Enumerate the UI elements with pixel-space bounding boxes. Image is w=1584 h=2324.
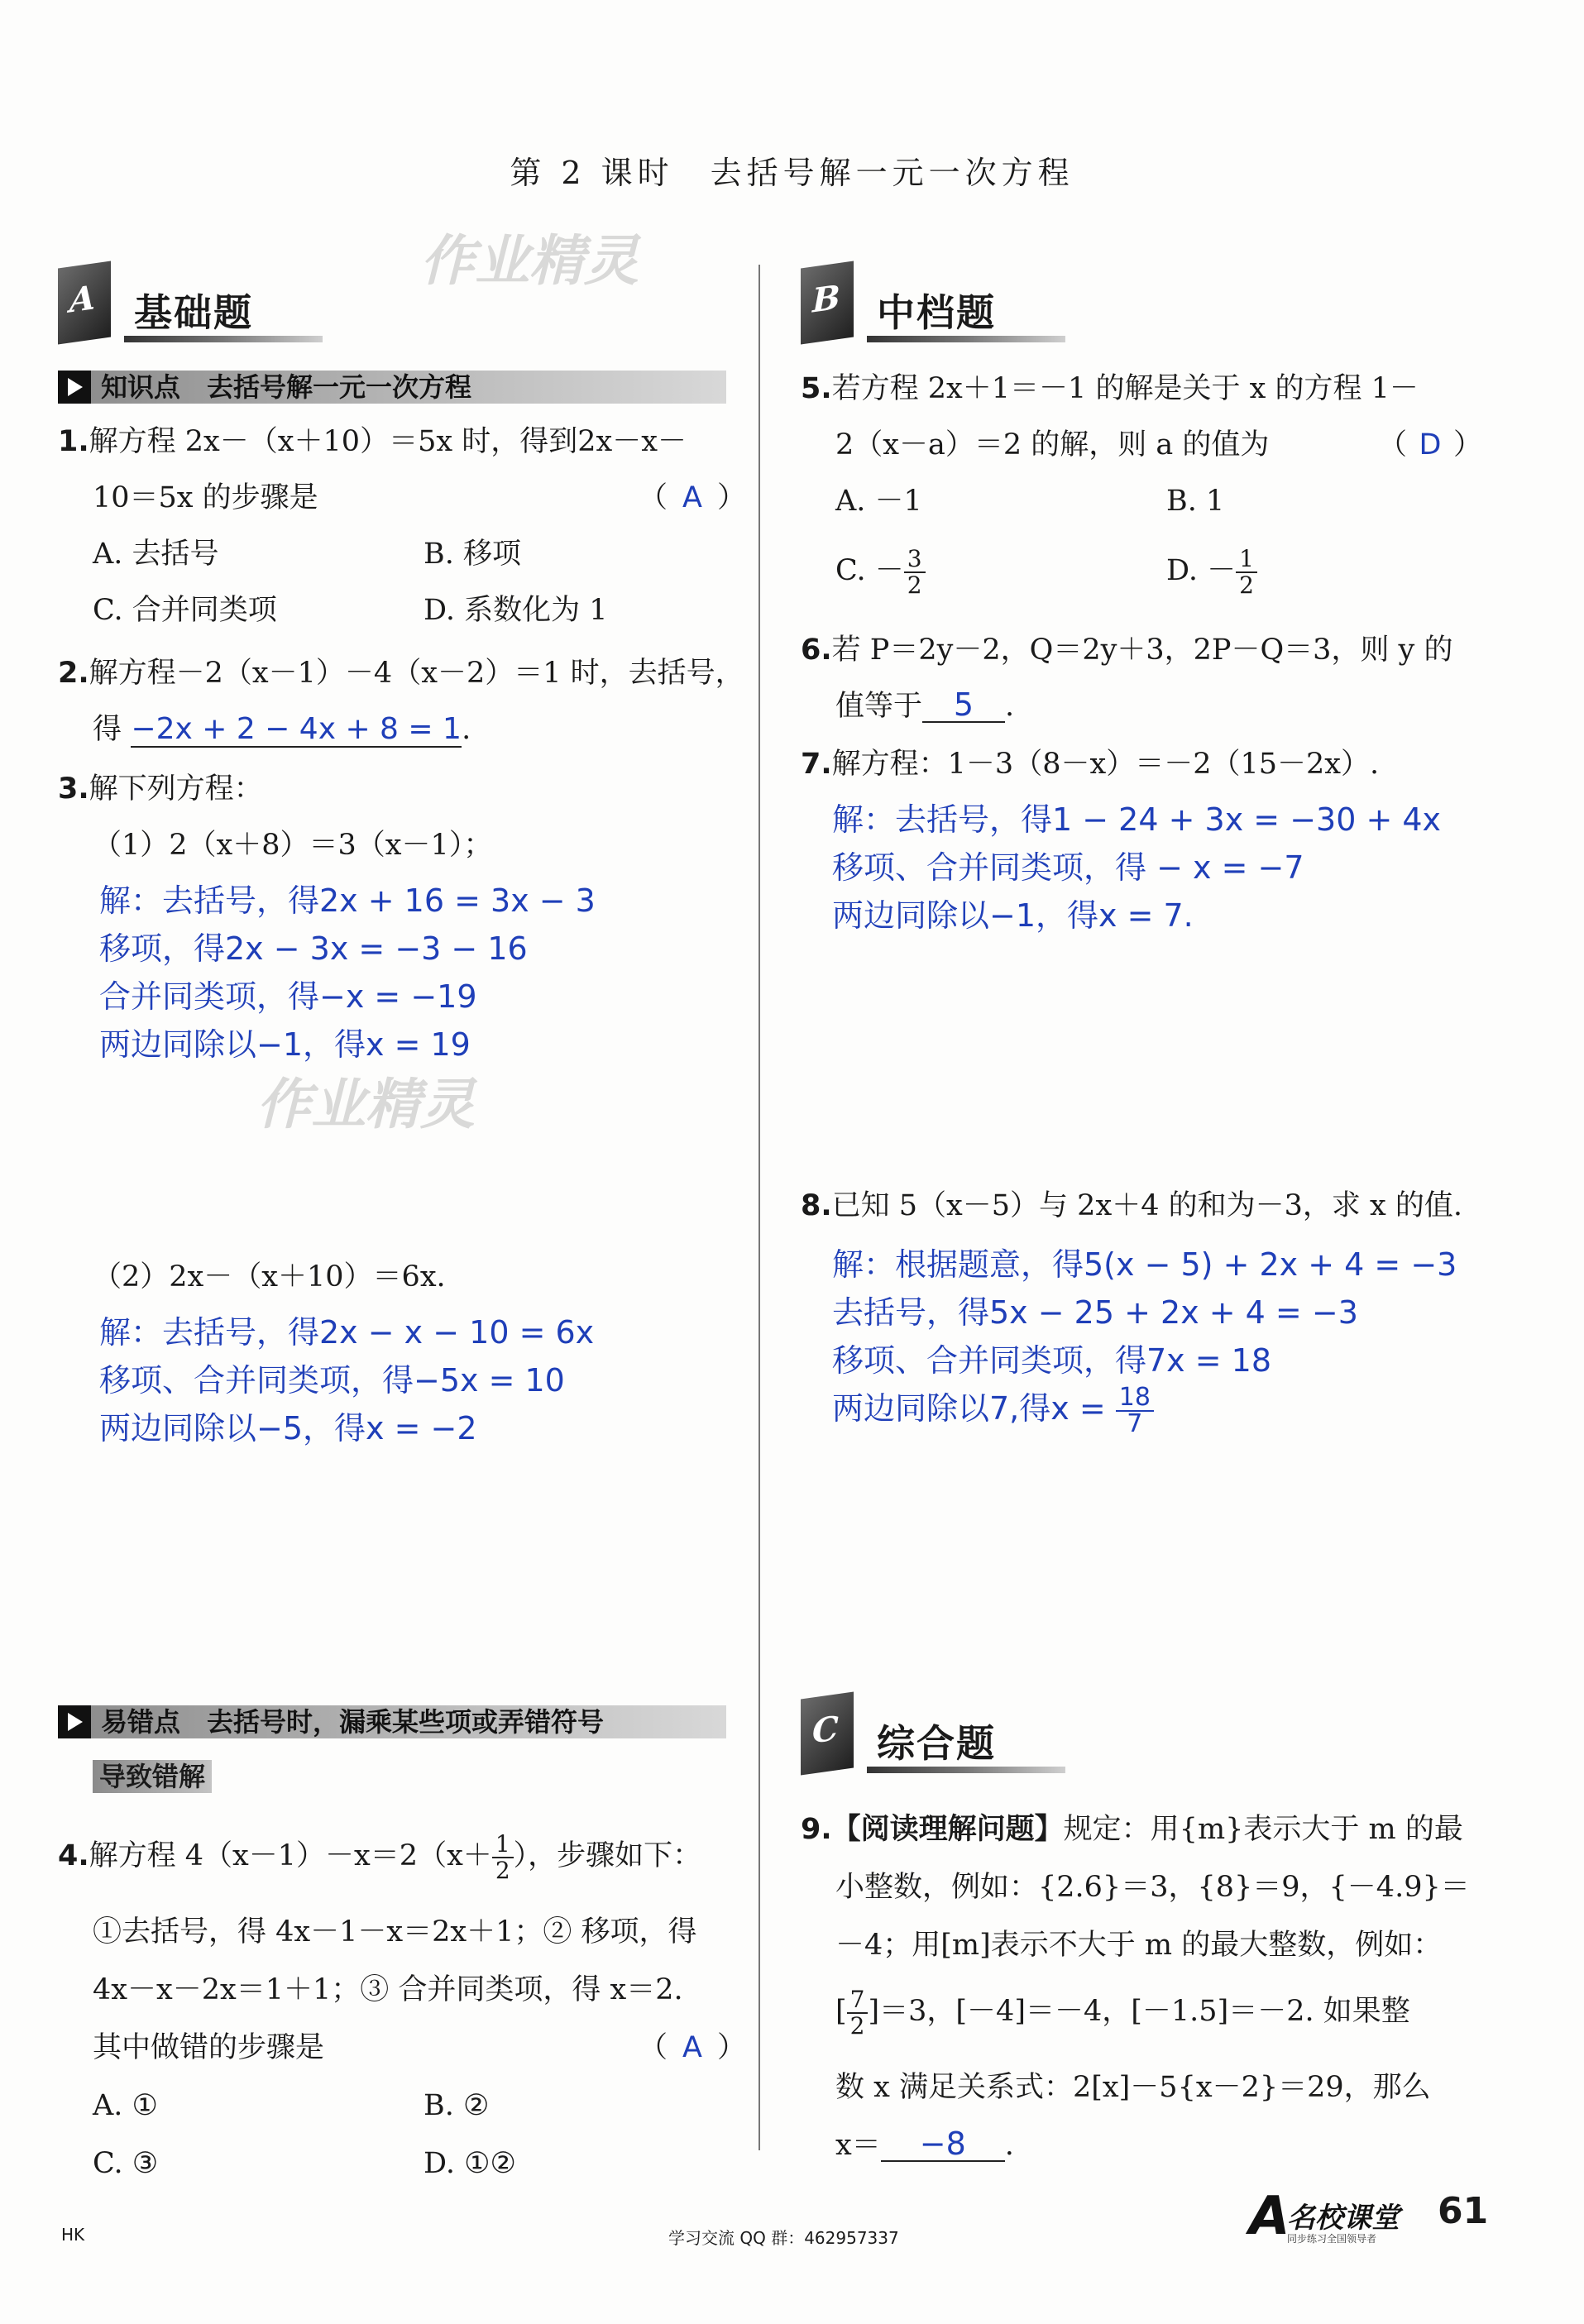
section-b-title: 中档题 xyxy=(877,290,996,335)
watermark: 作业精灵 xyxy=(420,229,639,293)
section-c-badge: C xyxy=(801,1692,854,1776)
answer-bracket: （ A ） xyxy=(639,470,746,526)
handwritten-solution: 解：去括号，得2x − x − 10 = 6x 移项、合并同类项，得−5x = 10 两边同除以−5，得x = −2 xyxy=(99,1314,595,1447)
play-icon xyxy=(58,371,91,404)
error-point-bar: 易错点 去括号时，漏乘某些项或弄错符号 xyxy=(58,1705,726,1738)
question-5: 5.若方程 2x＋1＝－1 的解是关于 x 的方程 1－ xyxy=(801,372,1419,405)
question-7: 7.解方程：1－3（8－x）＝－2（15－2x）. xyxy=(801,748,1380,781)
handwritten-solution: 解：去括号，得2x + 16 = 3x − 3 移项，得2x − 3x = −3 − 16 合并同类项，得−x = −19 两边同除以−1，得x = 19 xyxy=(99,882,596,1063)
question-4: 4.解方程 4（x－1）－x＝2（x＋ $\frac{1}{2}$ ），步骤如下： xyxy=(58,1829,702,1884)
error-point-bar-cont: 导致错解 xyxy=(93,1760,212,1793)
section-a-header xyxy=(58,265,339,356)
answer-choice: D xyxy=(1419,428,1442,461)
option: A. ① xyxy=(93,2089,158,2122)
question-9: 9.【阅读理解问题】规定：用{m}表示大于 m 的最 xyxy=(801,1813,1463,1846)
section-b-header xyxy=(801,265,1082,356)
page-title: 第 2 课时 去括号解一元一次方程 xyxy=(510,155,1074,191)
brand-logo: A 名校课堂 同步练习全国领导者 xyxy=(1249,2186,1400,2247)
section-a-title: 基础题 xyxy=(134,290,253,335)
option: A. －1 xyxy=(835,485,922,518)
question-3: 3.解下列方程： xyxy=(58,772,263,806)
option: D. ①② xyxy=(424,2147,516,2180)
handwritten-solution: 解：根据题意，得5(x − 5) + 2x + 4 = −3 去括号，得5x − 25 + 2x + 4 = −3 移项、合并同类项，得7x = 18 两边同除以7,得x = $\frac{18}{7}$ xyxy=(832,1246,1457,1438)
answer-bracket: （ D ） xyxy=(1378,417,1482,473)
fill-blank-answer: 5 xyxy=(922,688,1005,723)
column-divider xyxy=(759,265,760,2150)
knowledge-point-bar: 知识点 去括号解一元一次方程 xyxy=(58,371,726,404)
footer-edition: HK xyxy=(61,2225,85,2245)
answer-bracket: （ A ） xyxy=(639,2020,746,2076)
sub-question-2: （2）2x－（x＋10）＝6x. xyxy=(93,1260,446,1294)
handwritten-solution: 解：去括号，得1 − 24 + 3x = −30 + 4x 移项、合并同类项，得 − x = −7 两边同除以−1，得x = 7. xyxy=(832,801,1442,934)
option: D. 系数化为 1 xyxy=(424,594,608,627)
section-c-title: 综合题 xyxy=(877,1721,996,1766)
option: A. 去括号 xyxy=(93,538,219,571)
option: B. 1 xyxy=(1166,485,1225,518)
watermark: 作业精灵 xyxy=(256,1073,475,1136)
section-b-badge: B xyxy=(801,261,854,345)
answer-choice: A xyxy=(682,481,702,514)
page-number: 61 xyxy=(1438,2190,1489,2232)
option: C. ③ xyxy=(93,2147,159,2180)
question-6: 6.若 P＝2y－2，Q＝2y＋3，2P－Q＝3，则 y 的 xyxy=(801,634,1453,667)
footer-qq-group: 学习交流 QQ 群：462957337 xyxy=(668,2228,899,2248)
play-icon xyxy=(58,1705,91,1738)
option: D. － $\frac{1}{2}$ xyxy=(1166,543,1257,599)
question-1: 1.解方程 2x－（x＋10）＝5x 时，得到2x－x－ xyxy=(58,425,687,458)
fill-blank-answer: −2x + 2 − 4x + 8 = 1 xyxy=(131,712,462,746)
answer-choice: A xyxy=(682,2031,702,2064)
question-8: 8.已知 5（x－5）与 2x＋4 的和为－3，求 x 的值. xyxy=(801,1189,1462,1222)
option: C. 合并同类项 xyxy=(93,594,277,627)
fill-blank-answer: −8 xyxy=(881,2127,1005,2162)
sub-question-1: （1）2（x＋8）＝3（x－1）； xyxy=(93,829,493,862)
section-a-badge: A xyxy=(58,261,111,345)
section-c-header xyxy=(801,1695,1082,1786)
option: B. 移项 xyxy=(424,538,521,571)
option: C. － $\frac{3}{2}$ xyxy=(835,543,926,599)
question-2: 2.解方程－2（x－1）－4（x－2）＝1 时，去括号， xyxy=(58,657,744,690)
option: B. ② xyxy=(424,2089,490,2122)
